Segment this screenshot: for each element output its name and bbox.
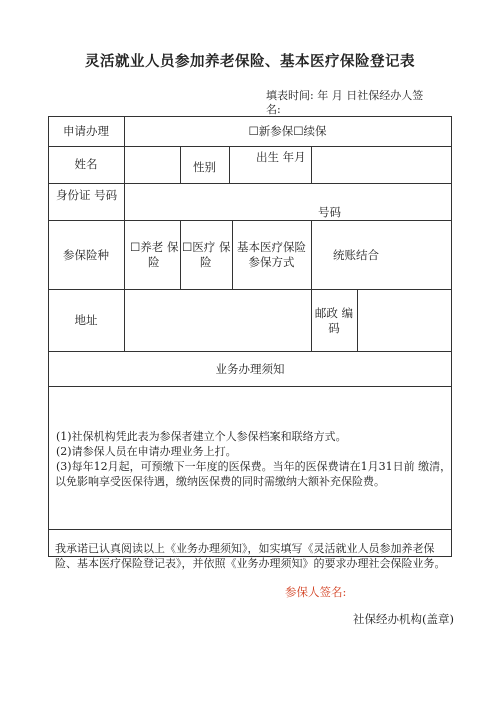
fill-time-line-cont: 名: — [266, 103, 281, 116]
medical-option-line1: ☐医疗 保 — [182, 240, 231, 254]
gender-label: 性别 — [193, 160, 216, 174]
apply-options[interactable]: ☐新参保☐续保 — [248, 124, 327, 138]
pledge-line1: 我承诺已认真阅读以上《业务办理须知》，如实填写《灵活就业人员参加养老保 — [55, 542, 435, 555]
form-title: 灵活就业人员参加养老保险、基本医疗保险登记表 — [85, 53, 415, 70]
id-label: 身份证 号码 — [56, 188, 118, 202]
pension-option[interactable] — [130, 240, 180, 270]
notice-item: (1)社保机构凭此表为参保者建立个人参保档案和联络方式。 — [56, 430, 347, 443]
postcode-label-line2: 码 — [328, 321, 340, 335]
notice-item: (2)请参保人员在申请办理业务上打。 — [56, 445, 237, 458]
name-label: 姓名 — [74, 157, 98, 171]
insurance-type-label: 参保险种 — [63, 248, 109, 262]
pension-option-line1: ☐养老 保 — [130, 240, 179, 254]
medical-method-label — [232, 240, 311, 270]
medical-method-value[interactable]: 统账结合 — [333, 248, 379, 262]
pledge-line2: 险、基本医疗保险登记表》，并依照《业务办理须知》的要求办理社会保险业务。 — [55, 557, 446, 570]
pledge-text — [55, 541, 455, 571]
apply-label: 申请办理 — [63, 124, 109, 138]
notice-list — [56, 429, 452, 489]
number-label: 号码 — [318, 205, 341, 219]
medical-option[interactable] — [182, 240, 232, 270]
fill-time-line: 填表时间: 年 月 日社保经办人签 — [266, 89, 424, 102]
fill-meta — [266, 89, 456, 117]
notice-item: (3)每年12月起，可预缴下一年度的医保费。当年的医保费请在1月31日前 缴清， — [56, 460, 452, 473]
medical-option-line2: 险 — [200, 255, 212, 269]
signature-label[interactable]: 参保人签名: — [285, 585, 347, 599]
pension-option-line2: 险 — [148, 255, 160, 269]
notice-item: 以免影响享受医保待遇，缴纳医保费的同时需缴纳大额补充保险费。 — [55, 475, 385, 488]
medical-method-line2: 参保方式 — [248, 255, 295, 269]
stamp-label: 社保经办机构(盖章) — [353, 612, 454, 626]
medical-method-line1: 基本医疗保险 — [237, 240, 306, 254]
postcode-label — [311, 306, 357, 336]
notice-heading: 业务办理须知 — [215, 362, 285, 376]
postcode-label-line1: 邮政 编 — [314, 306, 354, 320]
birth-label: 出生 年月 — [256, 150, 306, 164]
address-label: 地址 — [74, 313, 98, 327]
